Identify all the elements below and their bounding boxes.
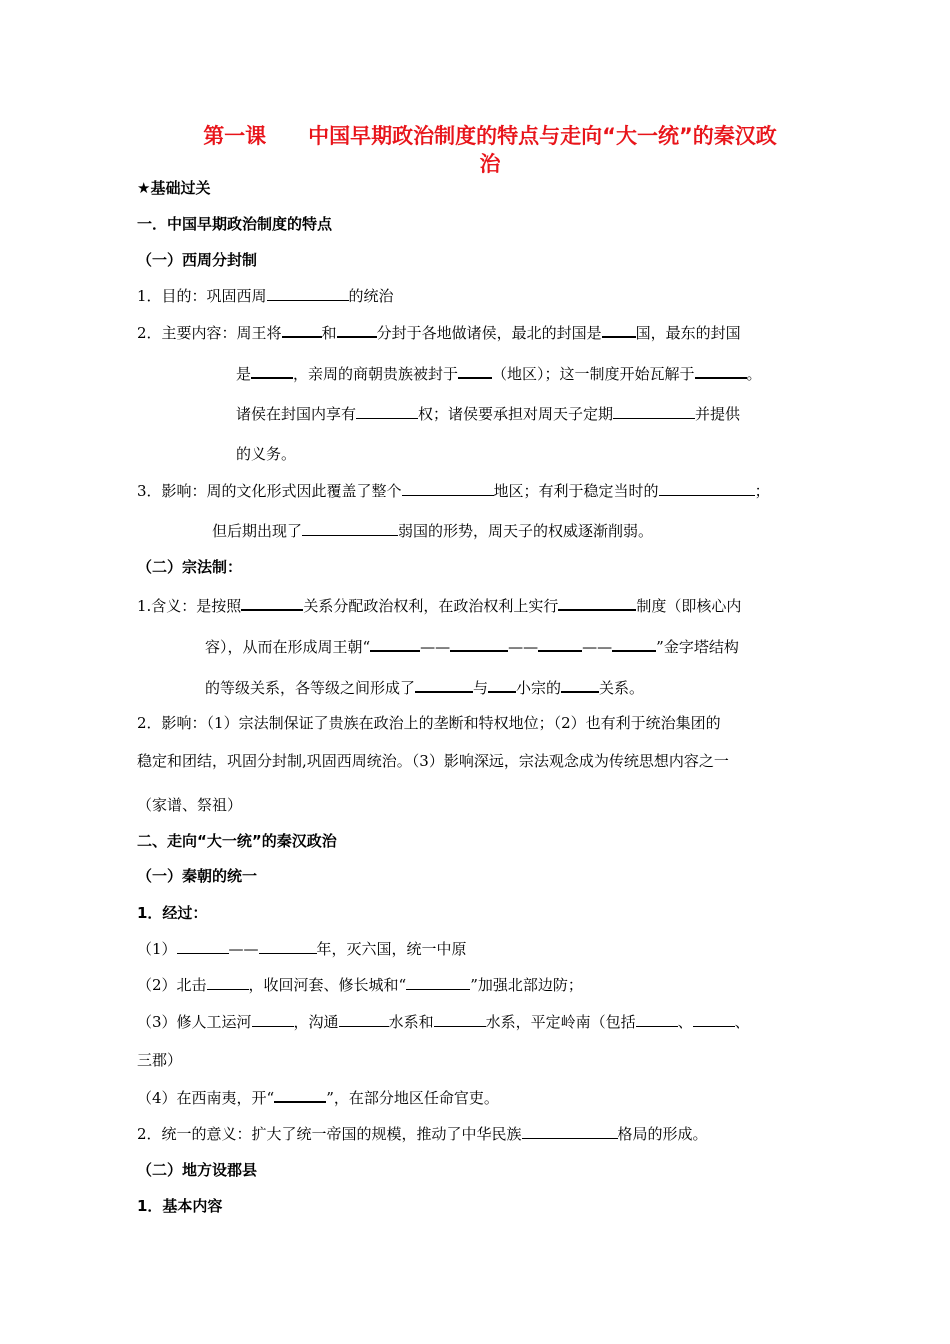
item1-purpose: 1．目的：巩固西周 的统治 [137, 287, 394, 305]
fill-blank[interactable] [259, 939, 317, 954]
fill-blank[interactable] [450, 636, 508, 652]
qin-unification-heading: （一）秦朝的统一 [137, 867, 258, 885]
zongfa-influence-line2: 稳定和团结，巩固分封制,巩固西周统治。（3）影响深远，宗法观念成为传统思想内容之一 [137, 752, 729, 770]
fill-blank[interactable] [267, 286, 349, 301]
fill-blank[interactable] [458, 363, 492, 379]
fill-blank[interactable] [488, 677, 516, 693]
fill-blank[interactable] [602, 322, 636, 338]
fill-blank[interactable] [561, 677, 599, 693]
fill-blank[interactable] [434, 1012, 486, 1027]
zongfa-influence-line3: （家谱、祭祖） [137, 796, 243, 814]
section-basic: ★基础过关 [137, 179, 211, 197]
page-title [140, 122, 840, 178]
fill-blank[interactable] [636, 1012, 678, 1027]
fill-blank[interactable] [207, 975, 249, 990]
fill-blank[interactable] [693, 1012, 735, 1027]
zongfa-meaning-line2: 容），从而在形成周王朝“ —— —— —— ”金字塔结构 [205, 638, 739, 656]
part2-heading: 二、走向“大一统”的秦汉政治 [137, 832, 337, 850]
fill-blank[interactable] [252, 1012, 294, 1027]
sub2-heading: （二）宗法制： [137, 558, 243, 576]
process-heading: 1．经过： [137, 904, 208, 922]
zongfa-meaning-line1: 1.含义：是按照 关系分配政治权利，在政治权利上实行 制度（即核心内 [137, 597, 742, 615]
fill-blank[interactable] [613, 404, 695, 419]
item2-content-line2: 是 ，亲周的商朝贵族被封于 （地区）；这一制度开始瓦解于 。 [236, 365, 762, 383]
fill-blank[interactable] [558, 595, 636, 611]
item3-influence-line1: 3．影响：周的文化形式因此覆盖了整个 地区；有利于稳定当时的 ； [137, 482, 770, 500]
commandery-heading: （二）地方设郡县 [137, 1161, 258, 1179]
process-point-3-cont: 三郡） [137, 1051, 183, 1069]
item3-influence-line2: 但后期出现了 弱国的形势，周天子的权威逐渐削弱。 [212, 522, 654, 540]
fill-blank[interactable] [415, 677, 473, 693]
fill-blank[interactable] [177, 939, 229, 954]
fill-blank[interactable] [251, 363, 293, 379]
fill-blank[interactable] [522, 1124, 618, 1139]
fill-blank[interactable] [612, 636, 656, 652]
fill-blank[interactable] [337, 322, 377, 338]
unification-significance: 2．统一的意义：扩大了统一帝国的规模，推动了中华民族 格局的形成。 [137, 1125, 708, 1143]
process-point-2: （2）北击 ，收回河套、修长城和“ ”加强北部边防； [137, 976, 583, 994]
fill-blank[interactable] [274, 1087, 326, 1103]
title-line-2: 治 [479, 152, 501, 176]
fill-blank[interactable] [339, 1012, 389, 1027]
fill-blank[interactable] [695, 363, 747, 379]
fill-blank[interactable] [241, 595, 303, 611]
zongfa-influence-line1: 2．影响：（1）宗法制保证了贵族在政治上的垄断和特权地位；（2）也有利于统治集团的 [137, 714, 721, 732]
sub1-heading: （一）西周分封制 [137, 251, 258, 269]
item2-content-line1: 2．主要内容：周王将 和 分封于各地做诸侯，最北的封国是 国，最东的封国 [137, 324, 741, 342]
fill-blank[interactable] [538, 636, 582, 652]
fill-blank[interactable] [282, 322, 322, 338]
fill-blank[interactable] [356, 404, 418, 419]
zongfa-meaning-line3: 的等级关系，各等级之间形成了 与 小宗的 关系。 [205, 679, 645, 697]
part1-heading: 一．中国早期政治制度的特点 [137, 215, 333, 233]
process-point-3: （3）修人工运河 ，沟通 水系和 水系，平定岭南（包括 、 、 [137, 1013, 750, 1031]
title-line-1: 第一课 中国早期政治制度的特点与走向“大一统”的秦汉政 [203, 124, 777, 148]
fill-blank[interactable] [406, 975, 470, 990]
item2-content-line3: 诸侯在封国内享有 权；诸侯要承担对周天子定期 并提供 [236, 405, 741, 423]
basic-content-heading: 1．基本内容 [137, 1197, 223, 1215]
fill-blank[interactable] [302, 521, 398, 536]
fill-blank[interactable] [659, 481, 755, 496]
item2-content-line4: 的义务。 [236, 445, 297, 463]
process-point-1: （1） —— 年，灭六国，统一中原 [137, 940, 467, 958]
fill-blank[interactable] [402, 481, 494, 496]
fill-blank[interactable] [370, 636, 420, 652]
process-point-4: （4）在西南夷，开“ ”，在部分地区任命官吏。 [137, 1089, 499, 1107]
